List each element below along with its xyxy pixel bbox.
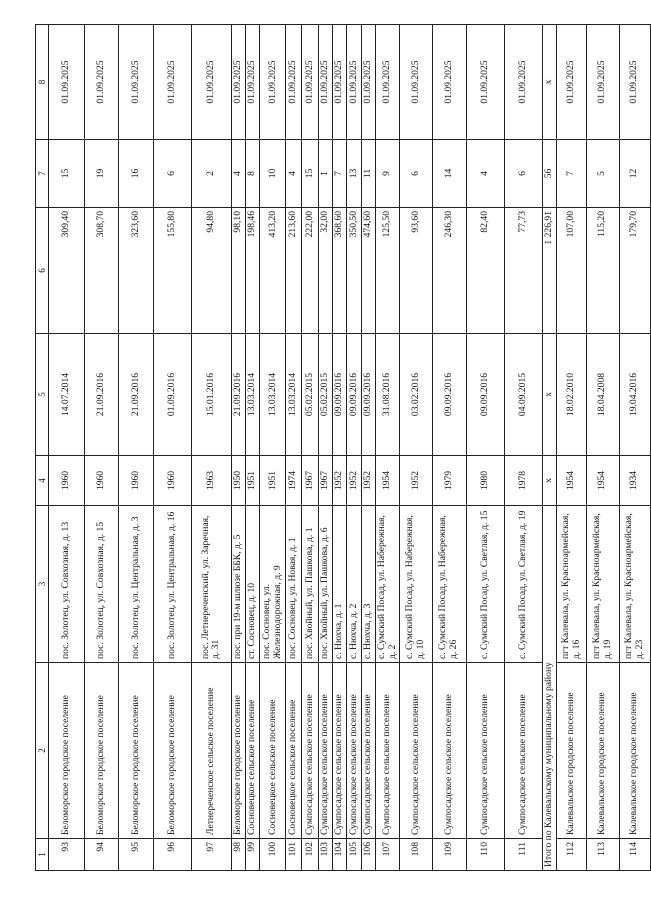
table-cell: 5 bbox=[587, 140, 619, 208]
table-cell: 1952 bbox=[347, 456, 361, 506]
table-cell: пгт Калевала, ул. Красноармейская, д. 23 bbox=[619, 506, 650, 663]
table-cell: Сумпосадское сельское поселение bbox=[301, 663, 318, 839]
table-cell: 2 bbox=[191, 140, 231, 208]
table-cell: пос. Хвойный, ул. Пашкова, д. 6 bbox=[318, 506, 332, 663]
table-cell: 1954 bbox=[587, 456, 619, 506]
table-cell: 01.09.2025 bbox=[231, 25, 245, 140]
table-row bbox=[333, 25, 347, 871]
table-cell: 10 bbox=[260, 140, 286, 208]
table-cell: 155,80 bbox=[154, 208, 192, 334]
table-cell: 1960 bbox=[49, 456, 85, 506]
table-cell: 13.03.2014 bbox=[286, 334, 302, 456]
column-header: 1 bbox=[36, 839, 49, 871]
table-cell: 7 bbox=[557, 140, 587, 208]
table-cell: 18.02.2010 bbox=[557, 334, 587, 456]
table-row bbox=[119, 25, 154, 871]
table-cell: Калевальское городское поселение bbox=[587, 663, 619, 839]
table-cell: 56 bbox=[543, 140, 557, 208]
table-cell: 323,60 bbox=[119, 208, 154, 334]
table-cell: пос. Золотец, ул. Совхозная, д. 13 bbox=[49, 506, 85, 663]
table-cell: 1954 bbox=[557, 456, 587, 506]
table-cell: 105 bbox=[347, 839, 361, 871]
table-cell: 107 bbox=[376, 839, 400, 871]
table-cell: 01.09.2025 bbox=[246, 25, 260, 140]
table-cell: 01.09.2025 bbox=[376, 25, 400, 140]
table-cell: Сумпосадское сельское поселение bbox=[318, 663, 332, 839]
table-cell: Беломорское городское поселение bbox=[119, 663, 154, 839]
table-cell: пос. Золотец, ул. Центральная, д. 3 bbox=[119, 506, 154, 663]
table-cell: 01.09.2025 bbox=[400, 25, 432, 140]
column-header: 8 bbox=[36, 25, 49, 140]
table-cell: 97 bbox=[191, 839, 231, 871]
table-cell: 01.09.2025 bbox=[49, 25, 85, 140]
table-cell: 93,60 bbox=[400, 208, 432, 334]
table-cell: Сосновецкое сельское поселение bbox=[246, 663, 260, 839]
table-row bbox=[587, 25, 619, 871]
table-cell: с. Нюхча, д. 1 bbox=[333, 506, 347, 663]
table-cell: 15 bbox=[301, 140, 318, 208]
table-row bbox=[286, 25, 302, 871]
table-row bbox=[376, 25, 400, 871]
table-cell: Сумпосадское сельское поселение bbox=[400, 663, 432, 839]
table-cell: пос. Сосновец, ул. Новая, д. 1 bbox=[286, 506, 302, 663]
table-cell: 106 bbox=[361, 839, 375, 871]
table-cell: 09.09.2016 bbox=[347, 334, 361, 456]
table-cell: Сумпосадское сельское поселение bbox=[376, 663, 400, 839]
table-cell: 13 bbox=[347, 140, 361, 208]
table-cell: 01.09.2025 bbox=[260, 25, 286, 140]
table-row bbox=[301, 25, 318, 871]
total-row bbox=[543, 25, 557, 871]
table-cell: 99 bbox=[246, 839, 260, 871]
table-cell: 01.09.2025 bbox=[557, 25, 587, 140]
table-cell: пос. при 19-м шлюзе ББК, д. 5 bbox=[231, 506, 245, 663]
table-cell: 111 bbox=[505, 839, 543, 871]
table-row bbox=[432, 25, 466, 871]
table-cell: 368,60 bbox=[333, 208, 347, 334]
table-cell: 11 bbox=[361, 140, 375, 208]
table-cell: Летнереченское сельское поселение bbox=[191, 663, 231, 839]
table-cell: 01.09.2025 bbox=[119, 25, 154, 140]
table-cell: 1960 bbox=[154, 456, 192, 506]
table-cell: 1980 bbox=[466, 456, 505, 506]
table-cell: 15 bbox=[49, 140, 85, 208]
column-header: 5 bbox=[36, 334, 49, 456]
table-row bbox=[557, 25, 587, 871]
table-cell: 102 bbox=[301, 839, 318, 871]
table-cell: 94 bbox=[85, 839, 119, 871]
table-cell: Сумпосадское сельское поселение bbox=[347, 663, 361, 839]
table-cell: 9 bbox=[376, 140, 400, 208]
table-row bbox=[400, 25, 432, 871]
table-cell: 4 bbox=[286, 140, 302, 208]
table-cell: 101 bbox=[286, 839, 302, 871]
table-cell: 09.09.2016 bbox=[361, 334, 375, 456]
table-cell: 125,50 bbox=[376, 208, 400, 334]
column-header: 3 bbox=[36, 506, 49, 663]
table-cell: 19.04.2016 bbox=[619, 334, 650, 456]
table-cell: 110 bbox=[466, 839, 505, 871]
table-cell: с. Нюхча, д. 3 bbox=[361, 506, 375, 663]
table-cell: 19 bbox=[85, 140, 119, 208]
table-cell: 04.09.2015 bbox=[505, 334, 543, 456]
table-row bbox=[246, 25, 260, 871]
table-cell: 8 bbox=[246, 140, 260, 208]
table-cell: 01.09.2025 bbox=[318, 25, 332, 140]
table-cell: 03.02.2016 bbox=[400, 334, 432, 456]
table-cell: 95 bbox=[119, 839, 154, 871]
column-header: 7 bbox=[36, 140, 49, 208]
table-cell: пос. Летнереченский, ул. Заречная, д. 31 bbox=[191, 506, 231, 663]
column-header: 2 bbox=[36, 663, 49, 839]
table-cell: 1978 bbox=[505, 456, 543, 506]
table-cell: 01.09.2025 bbox=[301, 25, 318, 140]
table-cell: 103 bbox=[318, 839, 332, 871]
table-cell: Сумпосадское сельское поселение bbox=[333, 663, 347, 839]
table-header-row bbox=[36, 25, 49, 871]
table-cell: 01.09.2025 bbox=[154, 25, 192, 140]
table-cell: 413,20 bbox=[260, 208, 286, 334]
table-cell: пос. Золотец, ул. Центральная, д. 16 bbox=[154, 506, 192, 663]
table-cell: 1960 bbox=[85, 456, 119, 506]
table-cell: 01.09.2025 bbox=[619, 25, 650, 140]
table-cell: с. Сумский Посад, ул. Светлая, д. 19 bbox=[505, 506, 543, 663]
table-cell: 14.07.2014 bbox=[49, 334, 85, 456]
table-cell: 96 bbox=[154, 839, 192, 871]
table-cell: 1952 bbox=[333, 456, 347, 506]
table-cell: Сумпосадское сельское поселение bbox=[432, 663, 466, 839]
table-cell: 308,70 bbox=[85, 208, 119, 334]
table-cell: 213,60 bbox=[286, 208, 302, 334]
table-row bbox=[231, 25, 245, 871]
table-cell: 222,00 bbox=[301, 208, 318, 334]
column-header: 6 bbox=[36, 208, 49, 334]
table-cell: пгт Калевала, ул. Красноармейская, д. 19 bbox=[587, 506, 619, 663]
table-row bbox=[191, 25, 231, 871]
table-cell: 1934 bbox=[619, 456, 650, 506]
table-cell: 6 bbox=[505, 140, 543, 208]
table-cell: x bbox=[543, 334, 557, 456]
table-cell: 1 bbox=[318, 140, 332, 208]
table-cell: x bbox=[543, 456, 557, 506]
table-cell: с. Сумский Посад, ул. Набережная, д. 10 bbox=[400, 506, 432, 663]
table-cell: 104 bbox=[333, 839, 347, 871]
table-cell: 15.01.2016 bbox=[191, 334, 231, 456]
table-cell: 82,40 bbox=[466, 208, 505, 334]
table-cell: 246,30 bbox=[432, 208, 466, 334]
column-header: 4 bbox=[36, 456, 49, 506]
table-cell: с. Нюхча, д. 2 bbox=[347, 506, 361, 663]
table-cell: 1967 bbox=[301, 456, 318, 506]
table-cell: 21.09.2016 bbox=[119, 334, 154, 456]
table-cell: Калевальское городское поселение bbox=[557, 663, 587, 839]
table-cell: Сумпосадское сельское поселение bbox=[361, 663, 375, 839]
table-cell: 93 bbox=[49, 839, 85, 871]
table-cell: 31.08.2016 bbox=[376, 334, 400, 456]
table-cell: Сумпосадское сельское поселение bbox=[505, 663, 543, 839]
table-row bbox=[49, 25, 85, 871]
table-cell: 01.09.2016 bbox=[154, 334, 192, 456]
table-cell: 05.02.2015 bbox=[301, 334, 318, 456]
table-row bbox=[154, 25, 192, 871]
table-cell: 94,80 bbox=[191, 208, 231, 334]
table-cell: Сумпосадское сельское поселение bbox=[466, 663, 505, 839]
table-cell: 98,10 bbox=[231, 208, 245, 334]
table-cell: Беломорское городское поселение bbox=[49, 663, 85, 839]
table-cell: 1950 bbox=[231, 456, 245, 506]
table-cell: 01.09.2025 bbox=[347, 25, 361, 140]
table-cell: Беломорское городское поселение bbox=[231, 663, 245, 839]
rotated-table-wrapper bbox=[35, 25, 645, 871]
table-row bbox=[347, 25, 361, 871]
table-cell: с. Сумский Посад, ул. Набережная, д. 26 bbox=[432, 506, 466, 663]
table-cell: 350,50 bbox=[347, 208, 361, 334]
table-cell: ст. Сосновец, д. 10 bbox=[246, 506, 260, 663]
table-cell: 21.09.2016 bbox=[85, 334, 119, 456]
table-cell: Сосновецкое сельское поселение bbox=[286, 663, 302, 839]
table-cell: 4 bbox=[466, 140, 505, 208]
table-cell: Беломорское городское поселение bbox=[154, 663, 192, 839]
table-row bbox=[466, 25, 505, 871]
table-cell: 13.03.2014 bbox=[260, 334, 286, 456]
table-cell: 01.09.2025 bbox=[286, 25, 302, 140]
table-cell: 1951 bbox=[246, 456, 260, 506]
table-cell: с. Сумский Посад, ул. Набережная, д. 2 bbox=[376, 506, 400, 663]
table-cell: пгт Калевала, ул. Красноармейская, д. 16 bbox=[557, 506, 587, 663]
table-cell: 98 bbox=[231, 839, 245, 871]
table-cell: 1951 bbox=[260, 456, 286, 506]
table-cell: 1967 bbox=[318, 456, 332, 506]
table-row bbox=[85, 25, 119, 871]
table-cell: 474,60 bbox=[361, 208, 375, 334]
table-cell: 114 bbox=[619, 839, 650, 871]
table-cell: 01.09.2025 bbox=[191, 25, 231, 140]
table-row bbox=[361, 25, 375, 871]
table-cell: 13.03.2014 bbox=[246, 334, 260, 456]
housing-table bbox=[35, 24, 651, 871]
table-cell: 112 bbox=[557, 839, 587, 871]
table-cell: 09.09.2016 bbox=[432, 334, 466, 456]
table-cell: 77,73 bbox=[505, 208, 543, 334]
table-cell: 309,40 bbox=[49, 208, 85, 334]
table-cell: пос. Сосновец, ул. Железнодорожная, д. 9 bbox=[260, 506, 286, 663]
table-cell: 115,20 bbox=[587, 208, 619, 334]
table-cell: 09.09.2016 bbox=[466, 334, 505, 456]
table-row bbox=[505, 25, 543, 871]
table-cell: 01.09.2025 bbox=[432, 25, 466, 140]
table-row bbox=[318, 25, 332, 871]
table-cell: Калевальское городское поселение bbox=[619, 663, 650, 839]
table-cell: 7 bbox=[333, 140, 347, 208]
table-cell: 1963 bbox=[191, 456, 231, 506]
table-cell: 108 bbox=[400, 839, 432, 871]
table-cell: пос. Золотец, ул. Совхозная, д. 15 bbox=[85, 506, 119, 663]
table-cell: Сосновецкое сельское поселение bbox=[260, 663, 286, 839]
table-cell: 16 bbox=[119, 140, 154, 208]
table-cell: 21.09.2016 bbox=[231, 334, 245, 456]
table-row bbox=[260, 25, 286, 871]
table-row bbox=[619, 25, 650, 871]
table-cell: 09.09.2016 bbox=[333, 334, 347, 456]
table-cell: 6 bbox=[154, 140, 192, 208]
table-cell: 01.09.2025 bbox=[505, 25, 543, 140]
total-label: Итого по Калевальскому муниципальному району bbox=[543, 506, 557, 871]
table-cell: x bbox=[543, 25, 557, 140]
table-cell: 179,70 bbox=[619, 208, 650, 334]
table-cell: 1954 bbox=[376, 456, 400, 506]
table-cell: 01.09.2025 bbox=[85, 25, 119, 140]
table-cell: 1952 bbox=[361, 456, 375, 506]
table-cell: 1979 bbox=[432, 456, 466, 506]
table-cell: 113 bbox=[587, 839, 619, 871]
table-cell: Беломорское городское поселение bbox=[85, 663, 119, 839]
table-cell: с. Сумский Посад, ул. Светлая, д. 15 bbox=[466, 506, 505, 663]
table-cell: 18.04.2008 bbox=[587, 334, 619, 456]
table-cell: 1 226,91 bbox=[543, 208, 557, 334]
table-cell: 01.09.2025 bbox=[333, 25, 347, 140]
table-cell: 01.09.2025 bbox=[361, 25, 375, 140]
table-cell: 1960 bbox=[119, 456, 154, 506]
table-cell: 109 bbox=[432, 839, 466, 871]
table-cell: 32,00 bbox=[318, 208, 332, 334]
table-cell: 1974 bbox=[286, 456, 302, 506]
table-cell: 1952 bbox=[400, 456, 432, 506]
table-cell: 05.02.2015 bbox=[318, 334, 332, 456]
table-cell: 6 bbox=[400, 140, 432, 208]
table-cell: 198,46 bbox=[246, 208, 260, 334]
table-cell: 12 bbox=[619, 140, 650, 208]
table-cell: 01.09.2025 bbox=[587, 25, 619, 140]
table-cell: 100 bbox=[260, 839, 286, 871]
table-cell: 4 bbox=[231, 140, 245, 208]
table-cell: пос. Хвойный, ул. Пашкова, д. 1 bbox=[301, 506, 318, 663]
table-cell: 01.09.2025 bbox=[466, 25, 505, 140]
table-cell: 14 bbox=[432, 140, 466, 208]
table-cell: 107,00 bbox=[557, 208, 587, 334]
